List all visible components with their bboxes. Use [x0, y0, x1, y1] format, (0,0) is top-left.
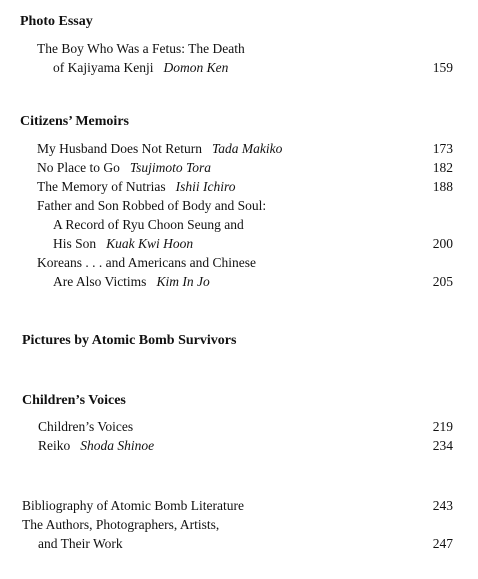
author-name: Tsujimoto Tora	[129, 160, 212, 175]
author-name: Tada Makiko	[212, 141, 283, 156]
page-number: 173	[432, 141, 453, 156]
page-number: 200	[432, 236, 453, 251]
author-name: Ishii Ichiro	[175, 179, 236, 194]
page-number: 219	[432, 419, 453, 434]
author-name: Shoda Shinoe	[80, 438, 155, 453]
page-number: 247	[432, 536, 453, 551]
author-name: Kim In Jo	[156, 274, 210, 289]
author-name: Kuak Kwi Hoon	[106, 236, 194, 251]
page-number: 188	[432, 179, 453, 194]
page-number: 243	[432, 498, 453, 513]
page-number: 234	[432, 438, 453, 453]
page-number: 205	[432, 274, 453, 289]
page-number: 159	[432, 60, 453, 75]
author-name: Domon Ken	[163, 60, 229, 75]
page-number: 182	[432, 160, 453, 175]
